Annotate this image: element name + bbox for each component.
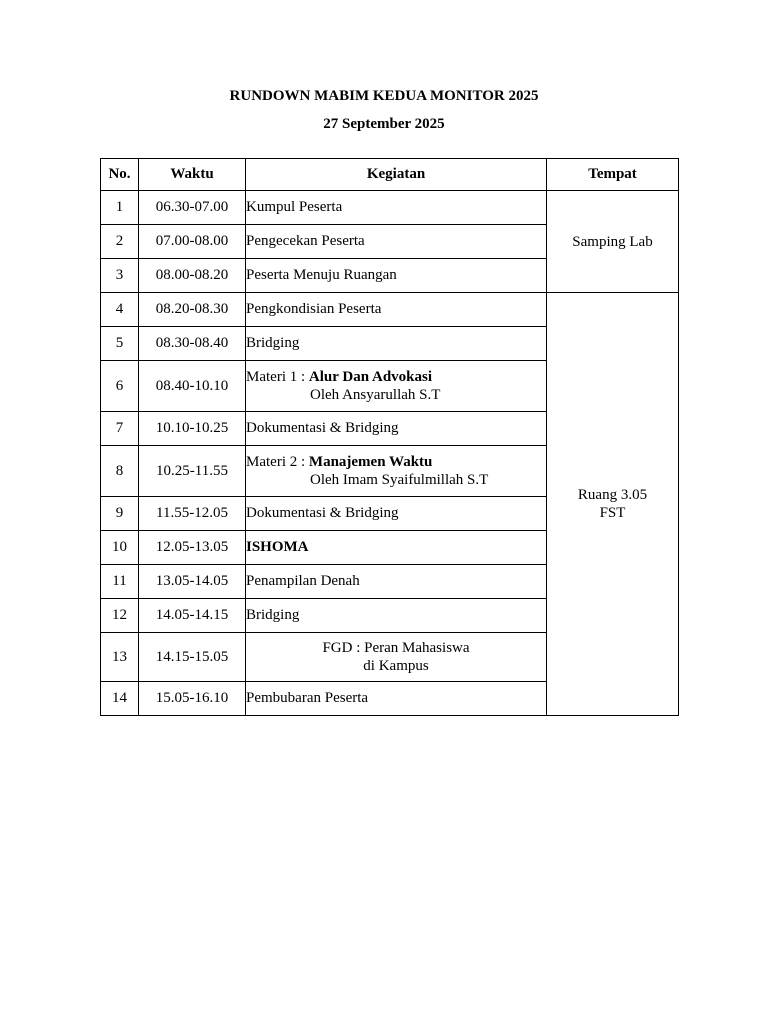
row-activity-session <box>246 446 547 497</box>
place-room-label: Ruang 3.05 <box>577 487 648 503</box>
table-row <box>101 293 679 327</box>
column-header-place: Tempat <box>547 159 679 191</box>
column-header-no: No. <box>101 159 139 191</box>
session-prefix: Materi 2 : <box>246 454 309 470</box>
row-number: 11 <box>101 565 139 599</box>
row-time: 08.40-10.10 <box>139 361 246 412</box>
fgd-line-1: FGD : Peran Mahasiswa <box>322 640 470 656</box>
session-topic: Alur Dan Advokasi <box>308 369 433 385</box>
fgd-line-2: di Kampus <box>363 658 429 674</box>
session-speaker: Oleh Ansyarullah S.T <box>310 387 441 403</box>
row-activity: Dokumentasi & Bridging <box>246 497 547 531</box>
row-number: 14 <box>101 682 139 716</box>
document-date: 27 September 2025 <box>323 116 445 132</box>
row-time: 10.25-11.55 <box>139 446 246 497</box>
row-activity: Penampilan Denah <box>246 565 547 599</box>
row-activity: ISHOMA <box>246 531 547 565</box>
column-header-activity: Kegiatan <box>246 159 547 191</box>
row-time: 15.05-16.10 <box>139 682 246 716</box>
row-number: 7 <box>101 412 139 446</box>
session-speaker: Oleh Imam Syaifulmillah S.T <box>310 472 489 488</box>
row-number: 8 <box>101 446 139 497</box>
row-number: 4 <box>101 293 139 327</box>
row-number: 12 <box>101 599 139 633</box>
row-time: 13.05-14.05 <box>139 565 246 599</box>
row-time: 07.00-08.00 <box>139 225 246 259</box>
session-line <box>246 453 546 471</box>
document-title: RUNDOWN MABIM KEDUA MONITOR 2025 <box>229 88 539 104</box>
row-activity-fgd <box>246 633 547 682</box>
row-number: 9 <box>101 497 139 531</box>
row-time: 10.10-10.25 <box>139 412 246 446</box>
row-time: 14.15-15.05 <box>139 633 246 682</box>
row-activity: Bridging <box>246 327 547 361</box>
rundown-table <box>100 158 679 716</box>
row-time: 11.55-12.05 <box>139 497 246 531</box>
row-time: 08.30-08.40 <box>139 327 246 361</box>
row-time: 12.05-13.05 <box>139 531 246 565</box>
row-time: 08.00-08.20 <box>139 259 246 293</box>
session-prefix: Materi 1 : <box>246 369 309 385</box>
row-activity: Kumpul Peserta <box>246 191 547 225</box>
row-activity: Dokumentasi & Bridging <box>246 412 547 446</box>
row-time: 14.05-14.15 <box>139 599 246 633</box>
row-activity: Pengecekan Peserta <box>246 225 547 259</box>
table-header-row <box>101 159 679 191</box>
row-number: 6 <box>101 361 139 412</box>
place-building-label: FST <box>599 505 626 521</box>
row-number: 5 <box>101 327 139 361</box>
row-activity: Pengkondisian Peserta <box>246 293 547 327</box>
table-row <box>101 191 679 225</box>
row-number: 2 <box>101 225 139 259</box>
row-activity: Pembubaran Peserta <box>246 682 547 716</box>
row-number: 1 <box>101 191 139 225</box>
row-time: 06.30-07.00 <box>139 191 246 225</box>
session-topic: Manajemen Waktu <box>308 454 433 470</box>
row-number: 10 <box>101 531 139 565</box>
row-activity: Peserta Menuju Ruangan <box>246 259 547 293</box>
row-number: 13 <box>101 633 139 682</box>
place-ruang-fst <box>547 293 679 716</box>
row-number: 3 <box>101 259 139 293</box>
column-header-time: Waktu <box>139 159 246 191</box>
place-samping-lab: Samping Lab <box>547 191 679 293</box>
row-activity-session <box>246 361 547 412</box>
row-activity: Bridging <box>246 599 547 633</box>
session-line <box>246 368 546 386</box>
row-time: 08.20-08.30 <box>139 293 246 327</box>
